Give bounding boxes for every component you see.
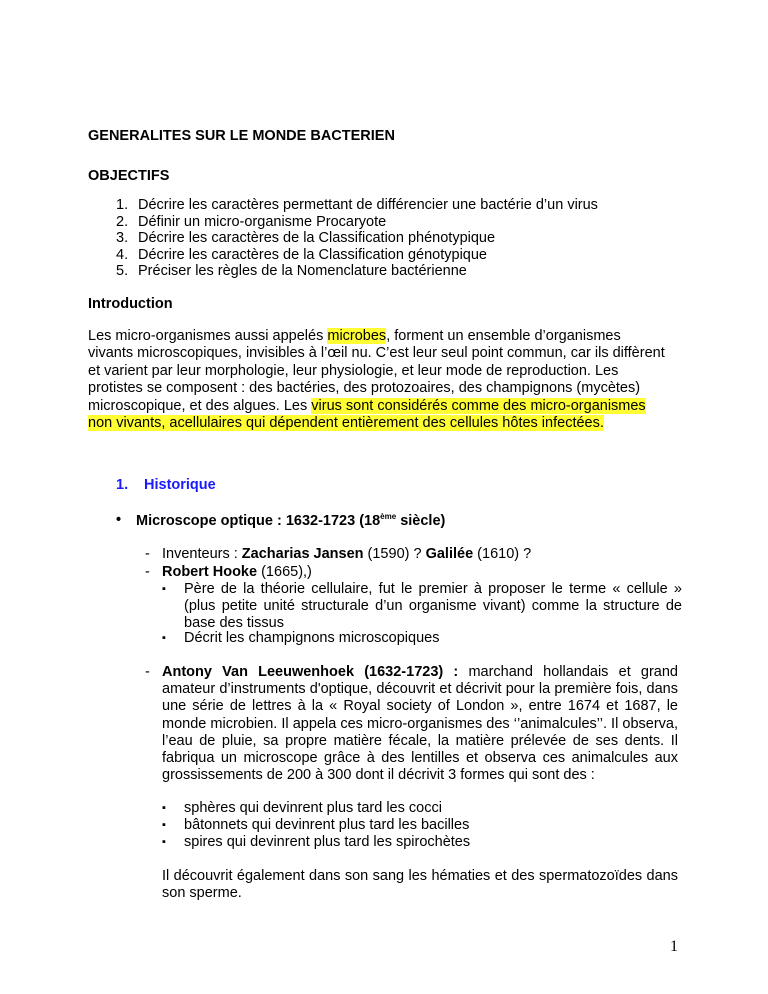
section-heading-historique: 1. Historique xyxy=(116,477,216,493)
introduction-paragraph: Les micro-organismes aussi appelés microbes, forment un ensemble d’organismes vivants microscopiques, invisibles à l’œil nu. C’est leur seul point commun, car ils diffèrent et varient par leur morphologie, leur physiologie, et leur mode de reproduction. Les protistes se composent : des bactéries, des protozoaires, des champignons (mycètes) microscopique, et des algues. Les virus sont considérés comme des micro-organismes non vivants, acellulaires qui dépendent entièrement des cellules hôtes infectées. xyxy=(88,328,665,432)
square-bullet-icon: ▪ xyxy=(162,583,166,595)
list-item: 4. Décrire les caractères de la Classification génotypique xyxy=(116,246,487,263)
objectifs-heading: OBJECTIFS xyxy=(88,168,170,184)
dash-icon: - xyxy=(145,564,150,580)
leeuwenhoek-conclusion: Il découvrit également dans son sang les hématies et des spermatozoïdes dans son sperme. xyxy=(162,868,678,902)
hooke-point: ▪ Décrit les champignons microscopiques xyxy=(162,630,440,646)
square-bullet-icon: ▪ xyxy=(162,632,166,644)
form-item: ▪ bâtonnets qui devinrent plus tard les bacilles xyxy=(162,817,470,833)
list-item: 5. Préciser les règles de la Nomenclature bactérienne xyxy=(116,263,467,280)
leeuwenhoek-item: - Antony Van Leeuwenhoek (1632-1723) : marchand hollandais et grand amateur d’instruments d'optique, découvrit et décrivit pour la première fois, dans une série de lettres à la « Royal society of London », entre 1674 et 1687, le monde microbien. Il appela ces micro-organismes des ‘’animalcules’’. Il observa, l’eau de pluie, sa propre matière fécale, la matière prélevée de ses dents. Il fabriqua un microscope grâce à des lentilles et observa ces animalcules aux grossissements de 200 à 300 dont il décrivit 3 formes qui sont des : xyxy=(145,664,678,784)
list-item: 1. Décrire les caractères permettant de différencier une bactérie d’un virus xyxy=(116,197,598,213)
inventeurs-item: - Inventeurs : Zacharias Jansen (1590) ? Galilée (1610) ? xyxy=(145,546,532,562)
highlight-virus: virus sont considérés comme des micro-organismes non vivants, acellulaires qui dépendent entièrement des cellules hôtes infectées. xyxy=(88,397,646,432)
dash-icon: - xyxy=(145,546,150,562)
form-item: ▪ sphères qui devinrent plus tard les cocci xyxy=(162,800,442,816)
microscope-optique-heading: • Microscope optique : 1632-1723 (18ème siècle) xyxy=(116,512,446,529)
square-bullet-icon: ▪ xyxy=(162,819,166,831)
form-item: ▪ spires qui devinrent plus tard les spirochètes xyxy=(162,834,471,850)
list-item: 2. Définir un micro-organisme Procaryote xyxy=(116,213,387,230)
objectifs-list xyxy=(116,197,598,280)
document-title: GENERALITES SUR LE MONDE BACTERIEN xyxy=(88,128,395,144)
square-bullet-icon: ▪ xyxy=(162,836,166,848)
square-bullet-icon: ▪ xyxy=(162,802,166,814)
dash-icon: - xyxy=(145,664,150,680)
highlight-microbes: microbes xyxy=(327,328,387,344)
introduction-heading: Introduction xyxy=(88,296,173,312)
bullet-icon: • xyxy=(116,512,122,528)
list-item: 3. Décrire les caractères de la Classification phénotypique xyxy=(116,230,496,247)
hooke-item: - Robert Hooke (1665),) xyxy=(145,564,312,580)
page-number: 1 xyxy=(670,938,678,955)
hooke-point: ▪ Père de la théorie cellulaire, fut le premier à proposer le terme « cellule » (plus petite unité structurale d’un organisme vivant) comme la structure de base des tissus xyxy=(162,581,682,632)
